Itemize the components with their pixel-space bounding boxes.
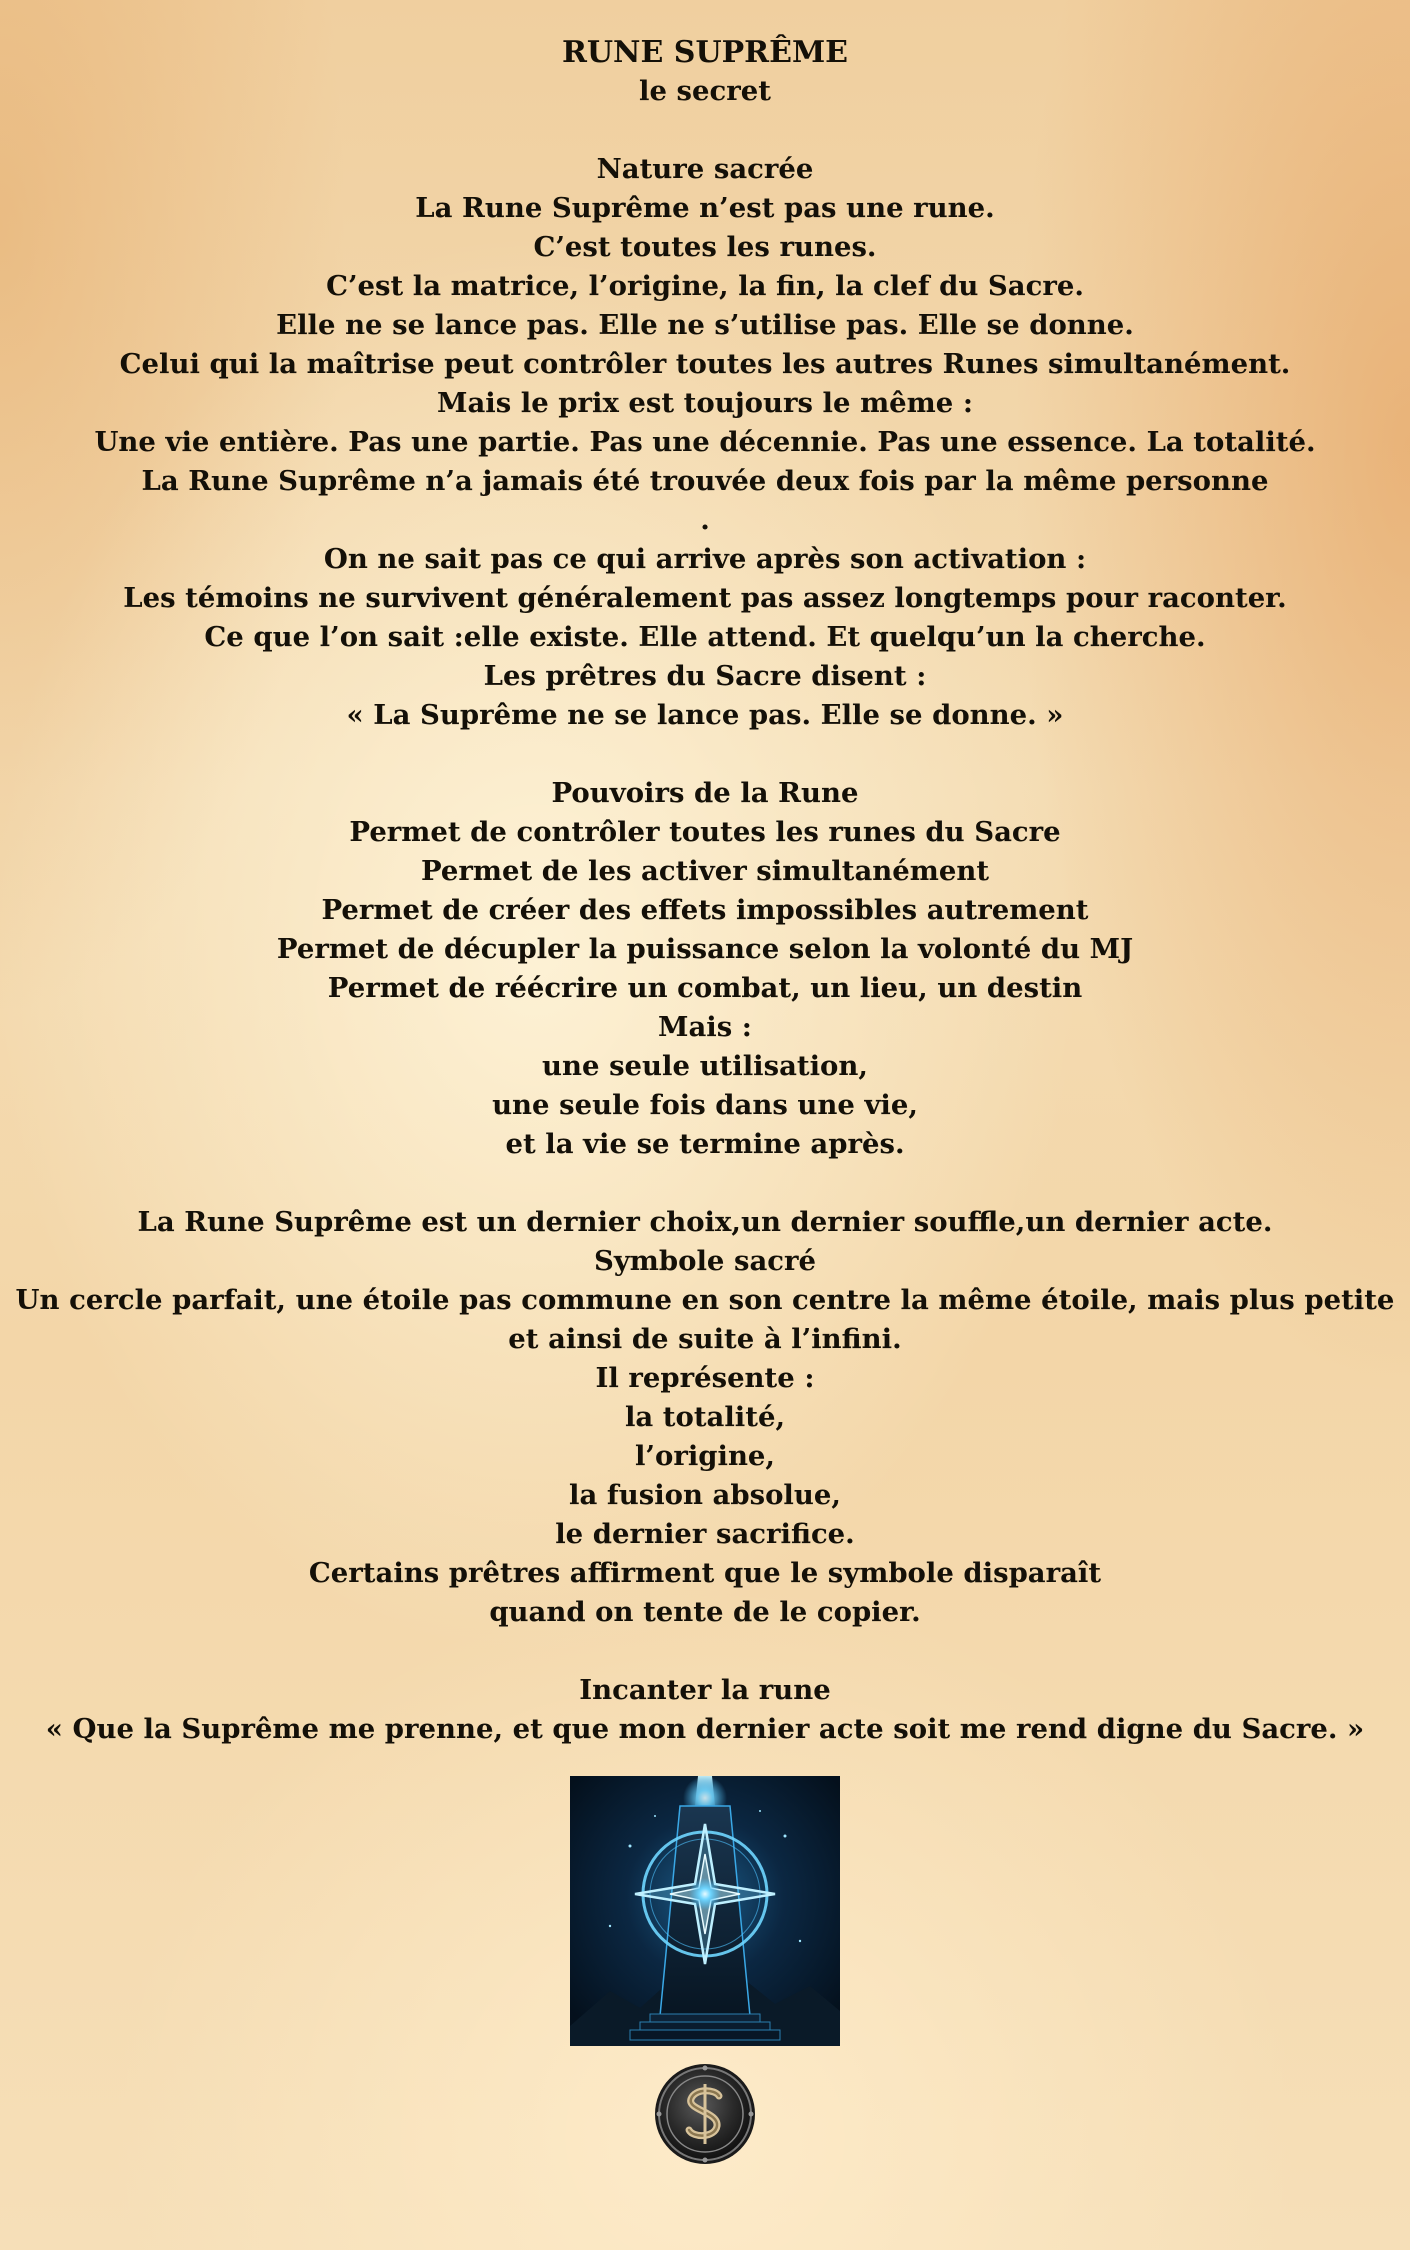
text-line: le dernier sacrifice. [555,1518,855,1550]
spacer [0,1632,1410,1671]
text-line-wrapped: Un cercle parfait, une étoile pas commune en son centre la même étoile, mais plus petite et ainsi de suite à l’infini. [15,1284,1395,1355]
text-line: « La Suprême ne se lance pas. Elle se donne. » [346,699,1064,731]
spacer [0,735,1410,774]
text-line: quand on tente de le copier. [489,1596,921,1628]
text-line: C’est la matrice, l’origine, la fin, la clef du Sacre. [326,270,1084,302]
text-line: une seule utilisation, [542,1050,868,1082]
section-heading-pouvoirs: Pouvoirs de la Rune [551,777,859,809]
document-subtitle: le secret [639,75,771,107]
text-line: C’est toutes les runes. [533,231,877,263]
text-line: Il représente : [595,1362,815,1394]
s-seal-icon [653,2062,757,2166]
s-seal-emblem [653,2062,757,2166]
text-line: Les témoins ne survivent généralement pas assez longtemps pour raconter. [123,582,1287,614]
text-line: Permet de créer des effets impossibles autrement [321,894,1089,926]
text-line: Permet de réécrire un combat, un lieu, un destin [327,972,1083,1004]
text-line: Une vie entière. Pas une partie. Pas une décennie. Pas une essence. La totalité. [94,426,1316,458]
text-line: Mais le prix est toujours le même : [437,387,973,419]
text-line: Elle ne se lance pas. Elle ne s’utilise pas. Elle se donne. [276,309,1134,341]
text-line: Mais : [658,1011,752,1043]
section-heading-incanter: Incanter la rune [579,1674,831,1706]
text-line: Celui qui la maîtrise peut contrôler toutes les autres Runes simultanément. [119,348,1291,380]
text-line: La Rune Suprême n’est pas une rune. [415,192,995,224]
section-heading-nature: Nature sacrée [596,153,814,185]
glowing-rune-tower-icon [570,1776,840,2046]
text-line: Permet de décupler la puissance selon la volonté du MJ [276,933,1134,965]
text-line: une seule fois dans une vie, [492,1089,918,1121]
text-line: Ce que l’on sait :elle existe. Elle attend. Et quelqu’un la cherche. [204,621,1206,653]
text-line: la fusion absolue, [569,1479,841,1511]
text-line: La Rune Suprême n’a jamais été trouvée deux fois par la même personne [141,465,1269,497]
text-line: et la vie se termine après. [505,1128,905,1160]
rune-tower-illustration [570,1776,840,2046]
spacer [0,1164,1410,1203]
text-line: Permet de les activer simultanément [420,855,990,887]
spacer [0,111,1410,150]
text-line: la totalité, [624,1401,786,1433]
document-body [0,33,1410,1749]
document-title: RUNE SUPRÊME [561,35,849,70]
text-line: On ne sait pas ce qui arrive après son activation : [323,543,1087,575]
text-line: Certains prêtres affirment que le symbole disparaît [308,1557,1102,1589]
text-line: Les prêtres du Sacre disent : [483,660,927,692]
text-line: l’origine, [634,1440,776,1472]
text-line: Permet de contrôler toutes les runes du Sacre [349,816,1061,848]
text-line: La Rune Suprême est un dernier choix,un dernier souffle,un dernier acte. [137,1206,1273,1238]
incantation-text: « Que la Suprême me prenne, et que mon dernier acte soit me rend digne du Sacre. » [45,1713,1365,1745]
text-line: . [700,504,710,536]
section-heading-symbole: Symbole sacré [593,1245,817,1277]
